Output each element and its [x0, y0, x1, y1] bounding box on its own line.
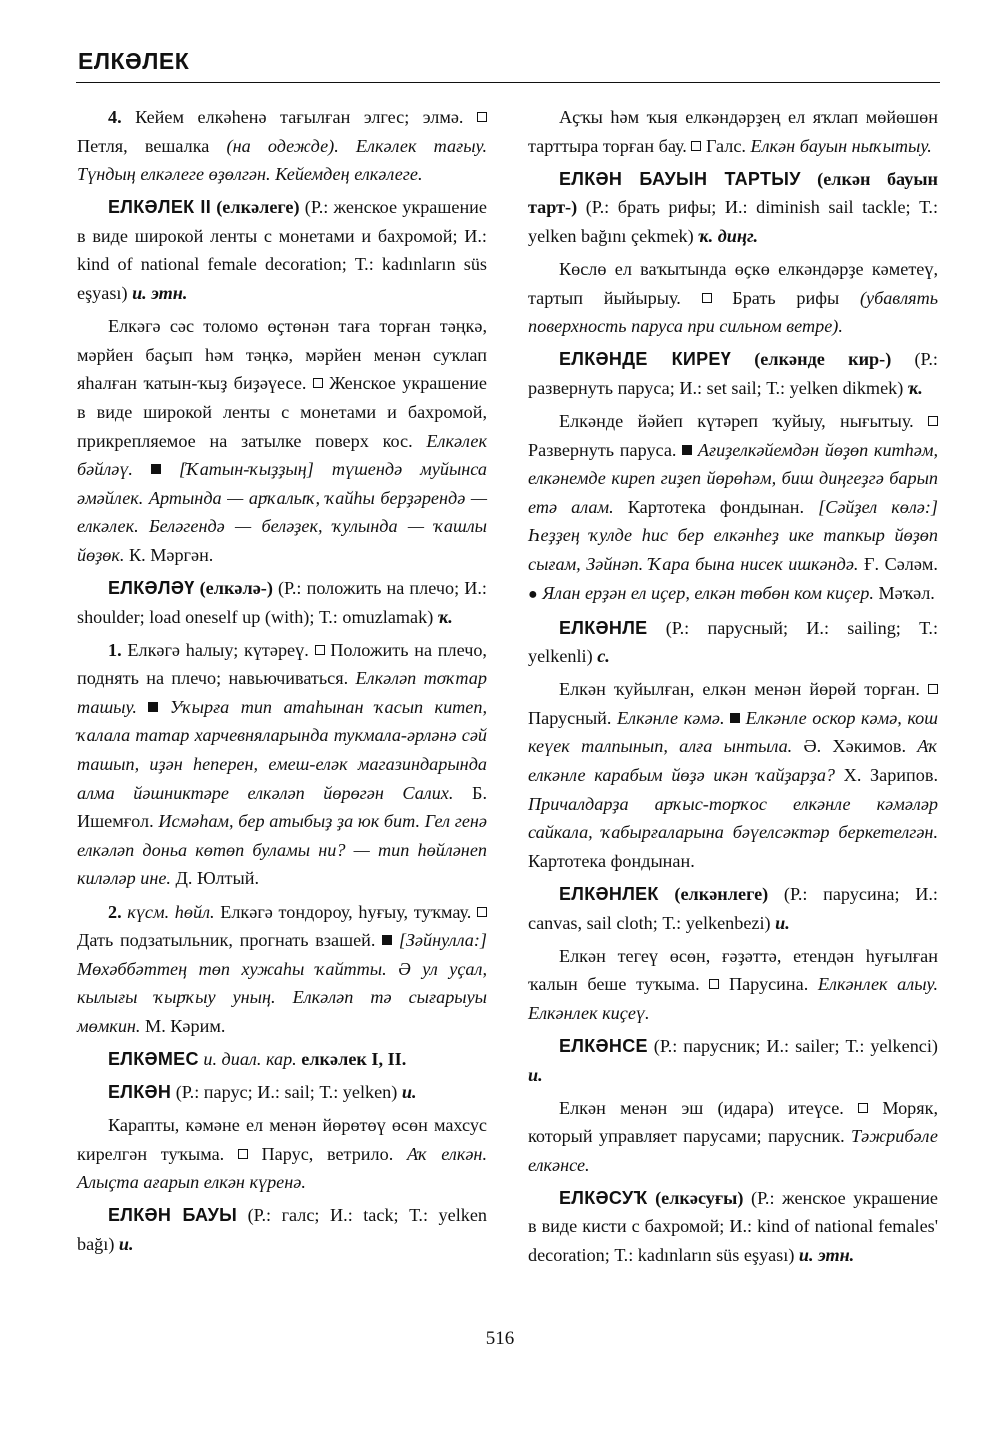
header-rule	[76, 82, 940, 83]
entry-sense	[77, 636, 487, 893]
black-square-icon	[382, 935, 392, 945]
headword: ЕЛКӘЛЕК II	[108, 197, 212, 218]
white-square-icon	[315, 645, 325, 655]
grammar-label: и.	[401, 1082, 417, 1103]
entry-sense	[77, 1111, 487, 1197]
black-square-icon	[730, 713, 740, 723]
headword-form: (елкәнлеге)	[658, 883, 769, 904]
translation: Петля, вешалка	[77, 135, 227, 156]
grammar-label: и.	[118, 1234, 134, 1255]
definition: Елкән менән эш (идара) итеүсе.	[559, 1097, 859, 1118]
equivalents: (Р.: парусный; И.: sailing; Т.: yelkenli)	[528, 617, 938, 667]
quotation: [Зәйнулла:] Мөхәббәттең төп хужаһы ҡайтты. Ә ул уҫал, кылығы ҡырҡыу уның. Елкәләп тә сығарыуы мөмкин.	[77, 930, 487, 1036]
cross-reference: елкәлек I, II.	[296, 1049, 407, 1069]
example: Аҡ елкән. Алыҫта ағарып елкән күренә.	[77, 1143, 488, 1193]
entry-sense	[528, 1094, 938, 1180]
entry-header	[77, 1078, 487, 1107]
example: (на одежде). Елкәлек тағыу. Түндың елкәлеге өҙөлгән. Кейемдең елкәлеге.	[77, 135, 487, 185]
black-square-icon	[682, 445, 692, 455]
right-column	[528, 103, 938, 1274]
translation: Моряк, который управляет парусами; парусник.	[528, 1097, 939, 1147]
entry-sense	[528, 255, 938, 341]
definition: Елкән ҡуйылған, елкән менән йөрөй торған.	[559, 679, 928, 700]
white-square-icon	[477, 907, 487, 917]
grammar-label: ҡ.	[907, 377, 923, 398]
sense-number: 1.	[108, 639, 122, 660]
translation: Парусный.	[528, 707, 618, 728]
grammar-label: и. этн.	[798, 1245, 855, 1266]
definition: Елкәгә тондороу, һуғыу, туҡмау.	[214, 901, 477, 922]
quotation-author: Мәҡәл.	[873, 582, 935, 603]
equivalents: (Р.: положить на плечо; И.: shoulder; load oneself up (with); Т.: omuzlamak)	[77, 578, 487, 627]
entry-header	[77, 1045, 487, 1074]
entry-header	[528, 165, 938, 251]
translation: Галс.	[701, 135, 751, 156]
quotation: Ағиҙелкәйемдән йөҙөп китһәм, елкәнемде кирeп гиҙеп йөрөһәм, биш диңгеҙгә барып етә алам.	[528, 439, 938, 517]
grammar-label: с.	[597, 646, 610, 667]
equivalents: (Р.: парусина; И.: canvas, sail cloth; Т.: yelkenbezi)	[528, 883, 938, 933]
equivalents: (Р.: женское украшение в виде широкой ленты с монетами и бахромой; И.: kind of national female decoration; Т.: kadınların süs eşyası)	[77, 197, 487, 304]
black-square-icon	[148, 702, 158, 712]
white-square-icon	[928, 416, 938, 426]
quotation-author: Ә. Хәкимов.	[792, 736, 918, 757]
entry-header	[77, 1201, 487, 1258]
quotation: Исмәһам, бер атыбыҙ ҙа юк бит. Гел генә елкәләп доньа көтөп буламы ни? — тип һөйләнеп киләләр ине.	[77, 811, 487, 889]
quotation-author: Картотека фондынан.	[613, 496, 819, 517]
translation: Положить на плечо, поднять на плечо; навьючиваться.	[77, 639, 487, 689]
headword-form: (елкәнде кир-)	[731, 349, 892, 370]
grammar-label: и.	[775, 912, 790, 933]
sense-number: 4.	[108, 107, 122, 127]
quotation-author: К. Мәргән.	[124, 544, 214, 565]
grammar-label: ҡ.	[437, 606, 453, 627]
equivalents: (Р.: парус; И.: sail; Т.: yelken)	[171, 1082, 402, 1103]
page-number: 516	[485, 1328, 515, 1349]
entry-sense	[77, 312, 487, 569]
white-square-icon	[858, 1103, 868, 1113]
example: (убавлять поверхность паруса при сильном ветре).	[528, 287, 938, 337]
entry-sense	[528, 407, 938, 609]
translation: Женское украшение в виде широкой ленты с монетами и бахромой, прикрепляемое на затылке поверх кос.	[77, 373, 487, 451]
sense-number: 2.	[108, 901, 122, 922]
quotation: Елкәнле оскор кәмә, кош кеүек талпынып, алға ынтыла.	[528, 707, 939, 757]
quotation: Аҡ елкәнле карабым йөҙә икән ҡайҙарҙа?	[528, 736, 938, 786]
headword-form: (елкәлә-)	[194, 578, 273, 598]
definition: Елкәгә һалыу; күтәреү.	[121, 639, 315, 660]
bullet-icon: ●	[528, 585, 538, 603]
translation: Дать подзатыльник, прогнать взашей.	[77, 930, 383, 951]
headword: ЕЛКӘНЛЕ	[559, 617, 648, 638]
grammar-label: и. диал. кар.	[198, 1049, 297, 1069]
equivalents: (Р.: женское украшение в виде кисти с бахромой; И.: kind of national females' decoration; Т.: kadınların süs eşyası)	[528, 1187, 938, 1266]
quotation-author: М. Кәрим.	[140, 1015, 226, 1036]
example: Елкәләп тоҡтар ташыу.	[77, 668, 487, 717]
headword: ЕЛКӘН БАУЫН ТАРТЫУ	[559, 168, 801, 189]
headword: ЕЛКӘЛӘҮ	[108, 578, 195, 598]
proverb: Ялан ерҙән ел иҫер, елкән төбөн ком киҫер.	[537, 582, 874, 603]
white-square-icon	[928, 684, 938, 694]
entry-sense	[528, 103, 938, 160]
headword: ЕЛКӘНДЕ КИРЕҮ	[559, 349, 732, 370]
headword: ЕЛКӘНЛЕК	[559, 883, 659, 904]
white-square-icon	[709, 979, 719, 989]
grammar-label: и. этн.	[132, 283, 188, 304]
definition: Елкәгә сәс толомо өҫтөнән таға торған тәңкә, мәрйен баҫып һәм тәңкә, мәрйен менән суҡлап яһалған ҡатын-ҡыҙ биҙәүесе.	[77, 316, 487, 394]
equivalents: (Р.: брать рифы; И.: diminish sail tackle; Т.: yelken bağını çekmek)	[528, 197, 938, 246]
white-square-icon	[691, 141, 701, 151]
headword: ЕЛКӘН БАУЫ	[108, 1205, 238, 1226]
equivalents: (Р.: парусник; И.: sailer; Т.: yelkenci)	[647, 1035, 938, 1056]
quotation-author: Д. Юлтый.	[170, 868, 260, 889]
white-square-icon	[313, 378, 323, 388]
definition: Кейем елкәһенә тағылған элгес; элмә.	[121, 107, 477, 127]
white-square-icon	[238, 1149, 248, 1159]
definition: Аҫҡы һәм ҡыя елкәндәрҙең ел яҡлап мөйөшөн тарттыра торған бау.	[528, 107, 938, 156]
white-square-icon	[702, 293, 712, 303]
entry-header	[528, 1184, 938, 1270]
entry-header	[77, 574, 487, 631]
translation: Парус, ветрило.	[247, 1143, 407, 1164]
left-column	[77, 103, 487, 1263]
headword-form: (елкәсуғы)	[647, 1187, 744, 1208]
headword: ЕЛКӘНСЕ	[559, 1035, 648, 1056]
headword: ЕЛКӘСУҠ	[559, 1187, 648, 1208]
example: Елкән бауын ныҡытыу.	[750, 135, 932, 156]
entry-sense	[528, 675, 938, 875]
example: Елкәнлек алыу. Елкәнлек киҫеү.	[528, 974, 938, 1023]
headword: ЕЛКӘН	[108, 1082, 172, 1103]
example: Елкәнле кәмә.	[617, 707, 725, 728]
definition: Карапты, кәмәне ел менән йөрөтөү өсөн махсус кирелгән туҡыма.	[77, 1115, 487, 1164]
quotation-author: Б. Ишемғол.	[77, 782, 487, 832]
entry-sense	[77, 103, 487, 189]
example: Тәжрибәле елкәнсе.	[528, 1126, 938, 1175]
example: Елкәлек бәйләү.	[77, 430, 487, 480]
headword-form: (елкән бауын тарт-)	[528, 168, 939, 218]
grammar-label: ҡ. диңг.	[698, 225, 759, 246]
white-square-icon	[477, 112, 487, 122]
running-head: ЕЛКӘЛЕК	[78, 48, 190, 74]
entry-sense	[77, 898, 487, 1041]
entry-header	[528, 345, 938, 402]
entry-header	[528, 614, 938, 671]
grammar-label: күсм. һөйл.	[121, 901, 215, 922]
entry-sense	[528, 942, 938, 1028]
translation: Развернуть паруса.	[528, 439, 683, 460]
quotation: Уҡырға тип атаһынан ҡасып китеп, ҡалала татар харчевняларында тукмала-әрләнә сәй ташып, иҙән һеперен, емеш-еләк магазиндарында алма йәшниктәре елкәләп йөрөгән Салих.	[77, 696, 488, 803]
headword-form: (елкәлеге)	[211, 197, 300, 218]
equivalents: (Р.: галс; И.: tack; Т.: yelken bağı)	[77, 1205, 488, 1255]
headword: ЕЛКӘМЕС	[108, 1049, 199, 1069]
quotation-author: Картотека фондынан.	[528, 850, 695, 871]
entry-header	[528, 1032, 938, 1089]
translation: Парусина.	[719, 974, 818, 995]
translation: Брать рифы	[711, 287, 860, 308]
entry-header	[528, 880, 938, 937]
definition: Елкәнде йәйеп күтәреп ҡуйыу, нығытыу.	[559, 410, 928, 431]
equivalents: (Р.: развернуть паруса; И.: set sail; Т.: yelken dikmek)	[528, 349, 938, 398]
grammar-label: и.	[528, 1064, 543, 1085]
black-square-icon	[151, 464, 161, 474]
quotation: [Ҡатын-ҡыҙҙың] түшендә муйынса әмәйлек. Артында — арҡалыҡ, ҡайһы берҙәрендә — елкәлек. Беләгендә — беләҙек, ҡулында — ҡашлы йөҙөк.	[77, 459, 487, 565]
quotation: Причалдарҙа арҡыс-торҡос елкәнле кәмәләр сайкала, ҡабырғаларына бәүелсәктәр беркетелгән.	[528, 793, 938, 843]
definition: Елкән тегеү өсөн, ғәҙәттә, етендән һуғылған ҡалын беше туҡыма.	[528, 945, 938, 995]
quotation-author: Ғ. Сәләм.	[858, 553, 938, 574]
definition: Көслө ел ваҡытында өҫкө елкәндәрҙе кәметеү, тартып йыйырыу.	[528, 258, 938, 308]
quotation: [Сәйҙел көлә:] Һеҙҙең ҡулде һис бер елкәнһеҙ ике тапкыр йөҙөп сығам, Зәйнәп. Ҡара бына нисек ишкәндә.	[528, 496, 938, 574]
quotation-author: Х. Зарипов.	[835, 765, 938, 786]
entry-header	[77, 193, 487, 307]
